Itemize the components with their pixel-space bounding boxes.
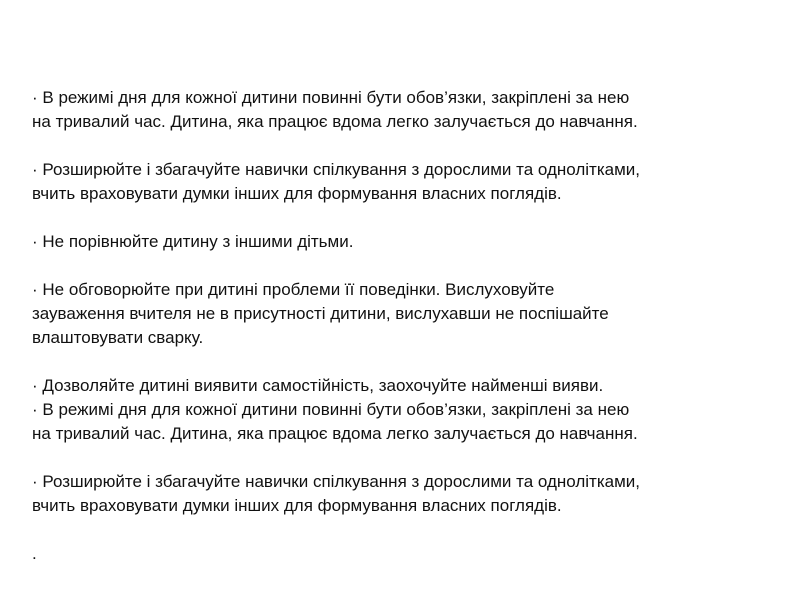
paragraph-spacer [32,134,772,158]
text-line: вчить враховувати думки інших для формування власних поглядів. [32,496,562,515]
paragraph-spacer [32,518,772,542]
advice-paragraph [32,158,772,206]
text-line: на тривалий час. Дитина, яка працює вдома легко залучається до навчання. [32,424,638,443]
paragraph-spacer [32,350,772,374]
advice-paragraph [32,230,772,254]
text-line: · В режимі дня для кожної дитини повинні бути обов’язки, закріплені за нею [32,88,630,107]
advice-paragraph [32,374,772,446]
advice-paragraph [32,278,772,350]
text-line: · Розширюйте і збагачуйте навички спілкування з дорослими та однолітками, [32,160,641,179]
text-line: зауваження вчителя не в присутності дитини, вислухавши не поспішайте [32,304,609,323]
advice-text-block [32,86,772,566]
text-line: · Дозволяйте дитині виявити самостійність, заохочуйте найменші вияви. [32,376,604,395]
text-line: вчить враховувати думки інших для формування власних поглядів. [32,184,562,203]
paragraph-spacer [32,206,772,230]
advice-paragraph [32,470,772,518]
text-line: · Не обговорюйте при дитині проблеми її поведінки. Вислуховуйте [32,280,555,299]
paragraph-spacer [32,446,772,470]
text-line: влаштовувати сварку. [32,328,204,347]
advice-paragraph [32,86,772,134]
text-line: · Не порівнюйте дитину з іншими дітьми. [32,232,354,251]
text-line: · Розширюйте і збагачуйте навички спілкування з дорослими та однолітками, [32,472,641,491]
text-line: · В режимі дня для кожної дитини повинні бути обов’язки, закріплені за нею [32,400,630,419]
advice-paragraph [32,542,772,566]
paragraph-spacer [32,254,772,278]
text-line: на тривалий час. Дитина, яка працює вдома легко залучається до навчання. [32,112,638,131]
text-line: . [32,544,37,563]
